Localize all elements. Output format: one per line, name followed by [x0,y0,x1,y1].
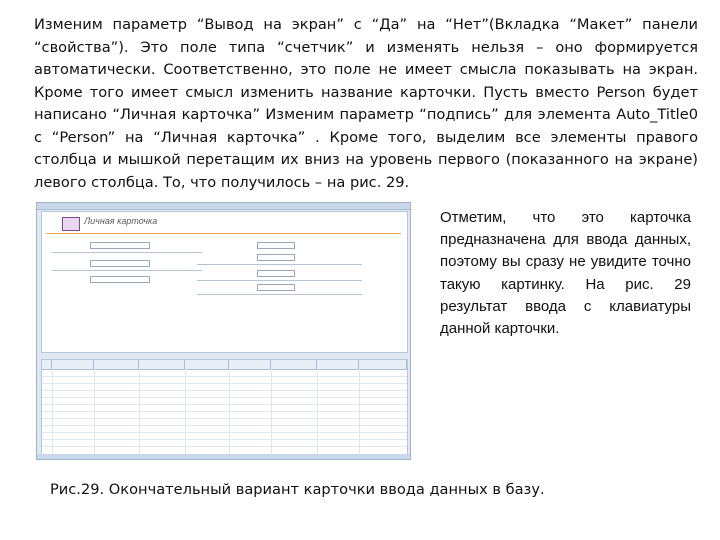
field-divider [52,270,202,271]
field-box[interactable] [257,284,295,291]
field-box[interactable] [257,270,295,277]
field-box[interactable] [90,242,150,249]
form-icon [62,217,80,231]
column-header[interactable] [52,360,94,369]
grid-line [94,369,95,456]
figure-29-screenshot [36,202,411,460]
main-paragraph [34,14,698,194]
main-paragraph-text: Изменим параметр “Вывод на экран” с “Да” на “Нет”(Вкладка “Макет” панели “свойства”). Это поле типа “счетчик” и изменять нельзя – оно формируется автоматически. Соответственно, это поле не имеет смысла показывать на экран. Кроме того имеет смысл изменить название карточки. Пусть вместо Person будет написано “Личная карточка” Изменим параметр “подпись” для элемента Auto_Title0 с “Person” на “Личная карточка” . Кроме того, выделим все элементы правого столбца и мышкой перетащим их вниз на уровень первого (показанного на экране) левого столбца. То, что получилось – на рис. 29. [34,16,698,191]
field-divider [197,264,362,265]
field-box[interactable] [257,254,295,261]
grid-line [229,369,230,456]
field-box[interactable] [90,260,150,267]
row-selector-header[interactable] [42,360,52,369]
field-box[interactable] [257,242,295,249]
field-divider [197,280,362,281]
grid-line [185,369,186,456]
datasheet-grid [41,359,408,457]
table-row[interactable] [42,439,407,447]
form-card [41,211,408,353]
grid-line [317,369,318,456]
grid-line [139,369,140,456]
column-header[interactable] [185,360,229,369]
grid-line [271,369,272,456]
column-header[interactable] [94,360,139,369]
field-box[interactable] [90,276,150,283]
figure-caption: Рис.29. Окончательный вариант карточки ввода данных в базу. [50,481,545,498]
column-header[interactable] [139,360,185,369]
field-divider [52,252,202,253]
form-card-title: Личная карточка [84,216,158,226]
column-header[interactable] [317,360,359,369]
grid-line [359,369,360,456]
grid-line [52,369,53,456]
column-header[interactable] [271,360,317,369]
window-title-strip [37,203,410,210]
status-bar [37,454,410,459]
field-divider [197,294,362,295]
column-header[interactable] [359,360,407,369]
column-header[interactable] [229,360,271,369]
side-note: Отметим, что это карточка предназначена для ввода данных, поэтому вы сразу не увидите точно такую картинку. На рис. 29 результат ввода с клавиатуры данной карточки. [440,209,691,338]
form-title-divider [46,233,401,234]
